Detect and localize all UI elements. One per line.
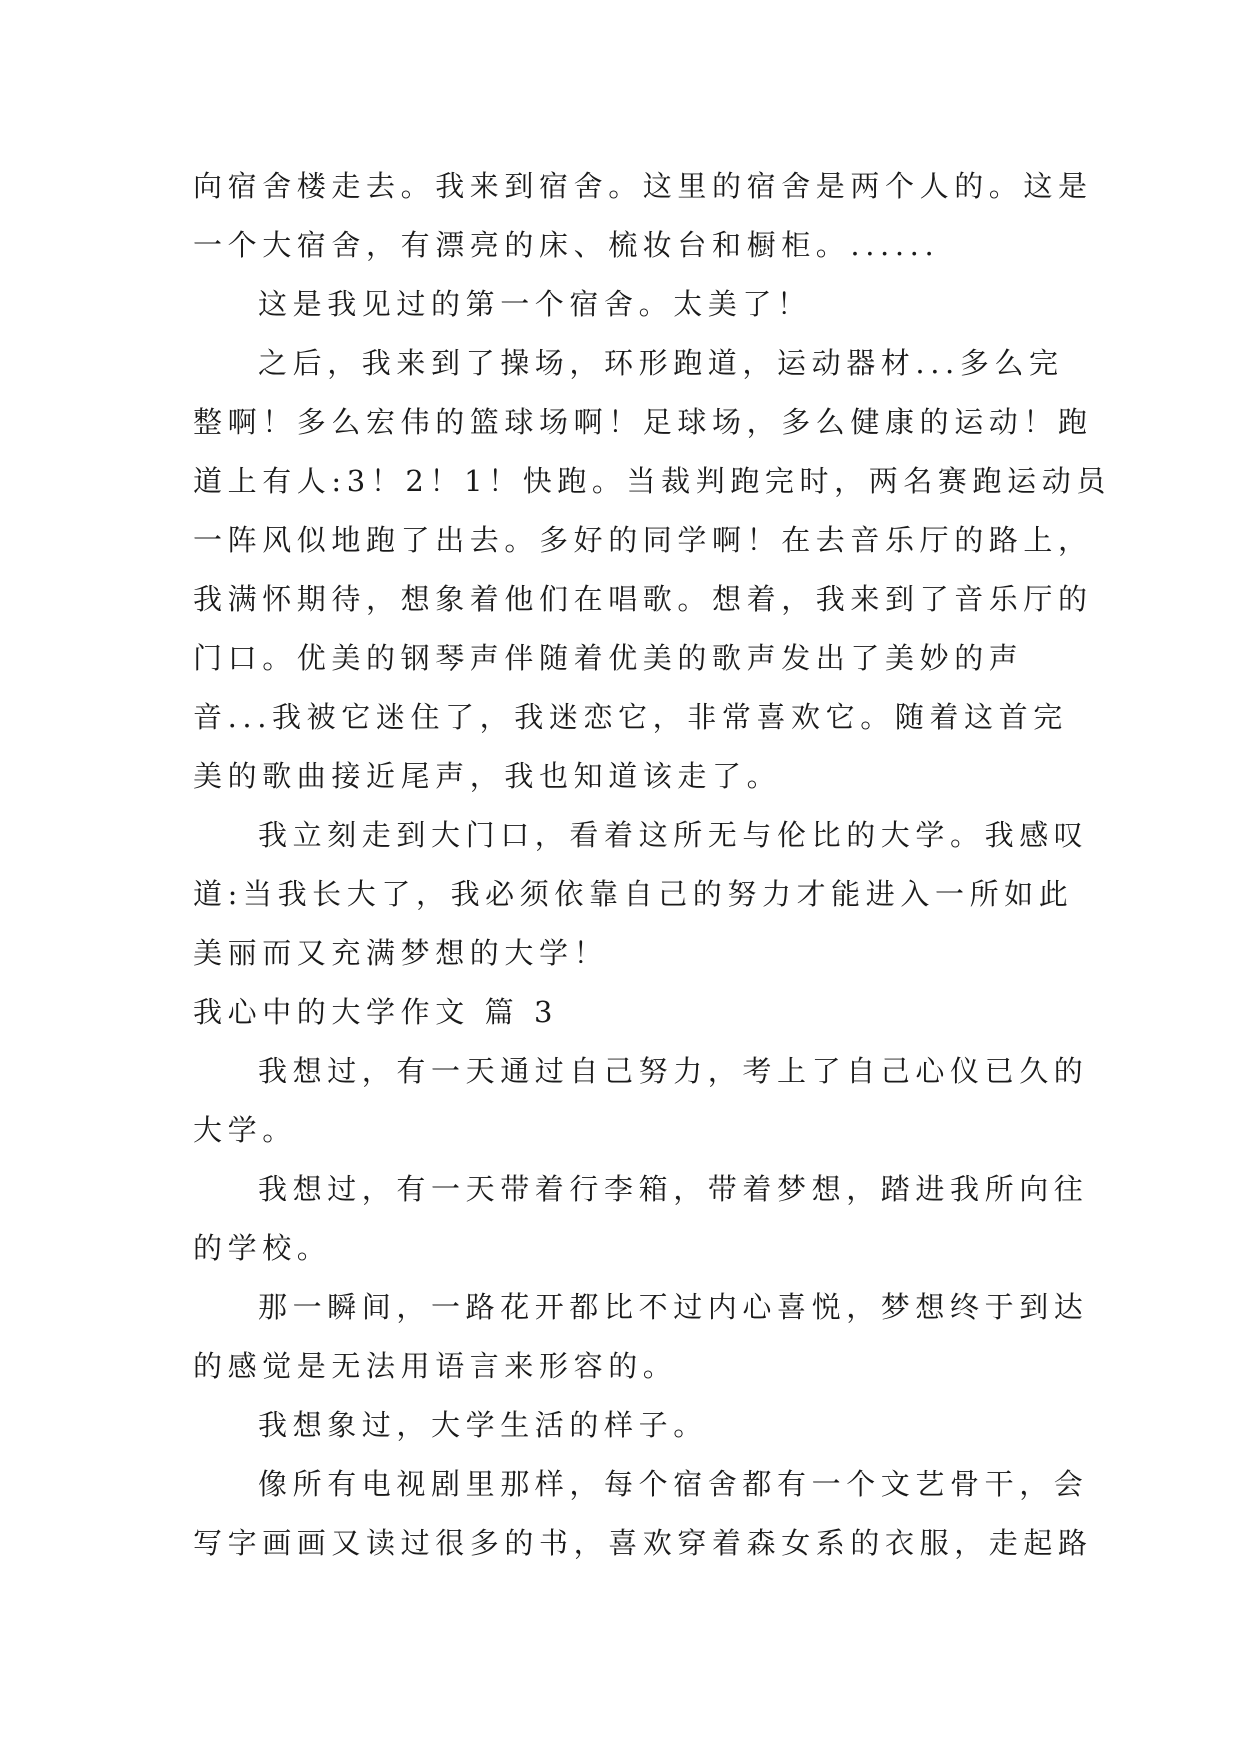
text-line: 我想过，有一天带着行李箱，带着梦想，踏进我所向往 [258,1172,1089,1206]
text-line: 我想过，有一天通过自己努力，考上了自己心仪已久的 [258,1054,1089,1088]
text-line: 门口。优美的钢琴声伴随着优美的歌声发出了美妙的声 [193,641,1024,675]
text-line: 美的歌曲接近尾声，我也知道该走了。 [193,759,782,793]
text-line: 一阵风似地跑了出去。多好的同学啊！在去音乐厅的路上， [193,523,1093,557]
text-line: 音...我被它迷住了，我迷恋它，非常喜欢它。随着这首完 [193,700,1068,734]
text-line: 大学。 [193,1113,297,1147]
text-line: 道:当我长大了，我必须依靠自己的努力才能进入一所如此 [193,877,1074,911]
text-line: 的学校。 [193,1231,332,1265]
text-line: 一个大宿舍，有漂亮的床、梳妆台和橱柜。...... [193,228,940,262]
text-line: 整啊！多么宏伟的篮球场啊！足球场，多么健康的运动！跑 [193,405,1093,439]
text-line: 那一瞬间，一路花开都比不过内心喜悦，梦想终于到达 [258,1290,1089,1324]
text-line: 道上有人:3！2！1！快跑。当裁判跑完时，两名赛跑运动员 [193,464,1111,498]
text-line: 我满怀期待，想象着他们在唱歌。想着，我来到了音乐厅的 [193,582,1093,616]
text-line: 像所有电视剧里那样，每个宿舍都有一个文艺骨干，会 [258,1467,1089,1501]
text-line: 写字画画又读过很多的书，喜欢穿着森女系的衣服，走起路 [193,1526,1093,1560]
text-line: 我立刻走到大门口，看着这所无与伦比的大学。我感叹 [258,818,1089,852]
text-line: 这是我见过的第一个宿舍。太美了！ [258,287,812,321]
text-line: 美丽而又充满梦想的大学！ [193,936,609,970]
text-line: 向宿舍楼走去。我来到宿舍。这里的宿舍是两个人的。这是 [193,169,1093,203]
text-line: 我想象过，大学生活的样子。 [258,1408,708,1442]
text-line: 的感觉是无法用语言来形容的。 [193,1349,678,1383]
text-line: 之后，我来到了操场，环形跑道，运动器材...多么完 [258,346,1064,380]
section-heading: 我心中的大学作文 篇 3 [193,995,559,1029]
